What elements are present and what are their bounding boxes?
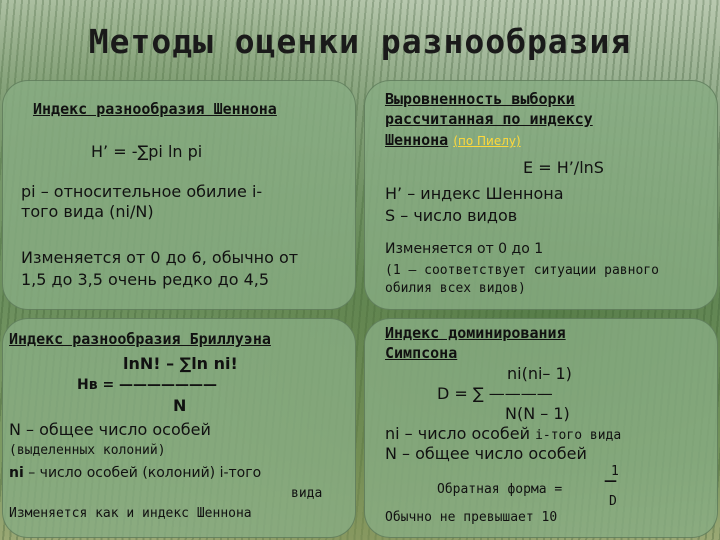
simpson-heading-line1: Индекс доминирования (385, 324, 566, 342)
shannon-range-line2: 1,5 до 3,5 очень редко до 4,5 (21, 270, 270, 289)
simpson-denominator: N(N – 1) (505, 404, 570, 423)
brillouin-range: Изменяется как и индекс Шеннона (9, 506, 252, 521)
simpson-reverse-denominator: D (609, 494, 617, 509)
brillouin-ni-definition: – число особей (колоний) i-того (23, 465, 262, 481)
shannon-index-panel (2, 80, 356, 310)
brillouin-n-definition-note: (выделенных колоний) (9, 443, 166, 458)
brillouin-numerator: lnN! – ∑ln ni! (123, 354, 238, 373)
page-title: Методы оценки разнообразия (88, 22, 632, 61)
brillouin-n-definition: N – общее число особей (9, 420, 211, 439)
simpson-reverse-bar: — (604, 474, 617, 489)
evenness-heading-line3: Шеннона (385, 131, 449, 149)
evenness-note-line2: обилия всех видов) (385, 281, 526, 296)
shannon-range-line1: Изменяется от 0 до 6, обычно от (21, 248, 299, 267)
evenness-heading-line1: Выровненность выборки (385, 90, 575, 108)
simpson-index-panel (364, 318, 718, 538)
shannon-formula: H’ = -∑pi ln pi (91, 142, 203, 161)
brillouin-heading: Индекс разнообразия Бриллуэна (9, 330, 271, 348)
evenness-h-definition: H’ – индекс Шеннона (385, 184, 564, 203)
simpson-reverse-numerator: 1 (611, 464, 619, 479)
brillouin-ni-definition-end: вида (291, 486, 323, 501)
evenness-panel (364, 80, 718, 310)
brillouin-denominator: N (173, 396, 187, 415)
simpson-numerator: ni(ni– 1) (507, 364, 572, 383)
evenness-range: Изменяется от 0 до 1 (385, 241, 544, 257)
pielou-link[interactable]: (по Пиелу) (453, 134, 521, 148)
evenness-note-line1: (1 – соответствует ситуации равного (385, 263, 659, 278)
brillouin-lhs: Hв = ——————— (77, 377, 218, 393)
simpson-ni-definition-small: i-того вида (535, 428, 622, 443)
evenness-s-definition: S – число видов (385, 206, 518, 225)
evenness-heading-line2: рассчитанная по индексу (385, 110, 593, 128)
shannon-pi-definition-line1: pi – относительное обилие i- (21, 182, 263, 201)
simpson-lhs: D = ∑ ———— (437, 384, 553, 403)
shannon-pi-definition-line2: того вида (ni/N) (21, 202, 154, 221)
simpson-heading-line2: Симпсона (385, 344, 458, 362)
shannon-heading: Индекс разнообразия Шеннона (33, 100, 277, 118)
simpson-n-definition: N – общее число особей (385, 444, 587, 463)
simpson-reverse-label: Обратная форма = (437, 482, 563, 497)
simpson-range: Обычно не превышает 10 (385, 510, 558, 525)
evenness-formula: E = H’/lnS (523, 158, 604, 177)
simpson-ni-definition: ni – число особей (385, 424, 536, 443)
brillouin-index-panel (2, 318, 356, 538)
brillouin-ni-symbol: ni (9, 465, 24, 481)
